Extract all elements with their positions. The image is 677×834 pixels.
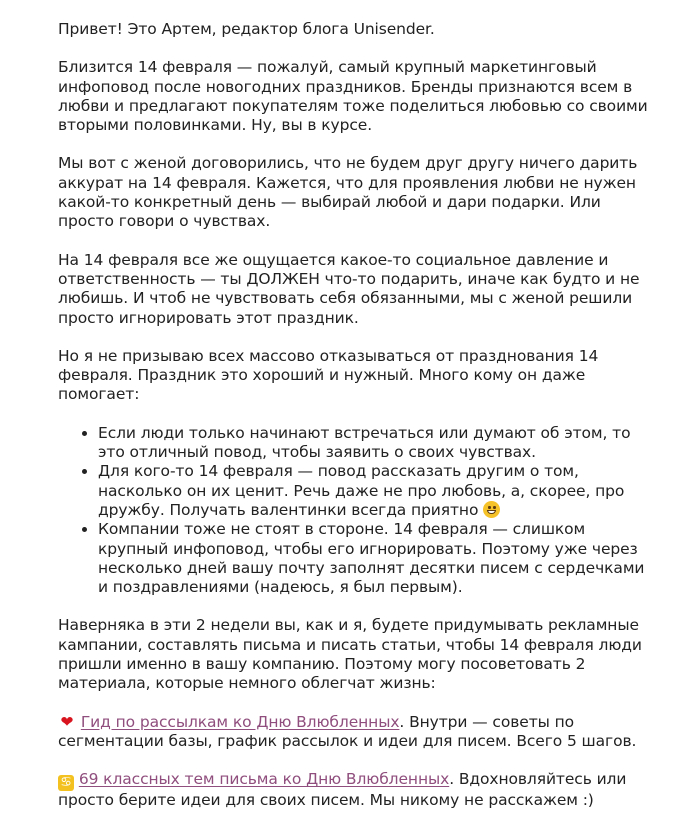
paragraph-intro: Близится 14 февраля — пожалуй, самый крупный маркетинговый инфоповод после новогодних праздников. Бренды признаются всем в любви и предлагают покупателям тоже поделиться любовью со своими вторыми половинками. Ну, вы в курсе. [58, 58, 648, 135]
material-item-guide [58, 713, 648, 752]
guide-description: . Внутри — советы по сегментации базы, график рассылок и идеи для писем. Всего 5 шагов. [58, 712, 637, 750]
list-item-text: Для кого-то 14 февраля — повод рассказать другим о том, насколько он их ценит. Речь даже не про любовь, а, скорее, про дружбу. Получать валентинки всегда приятно [98, 462, 625, 519]
list-item-text: Если люди только начинают встречаться или думают об этом, то это отличный повод, чтобы заявить о своих чувствах. [98, 423, 631, 462]
cancer-zodiac-icon: ♋ [58, 775, 74, 791]
email-body [58, 20, 648, 830]
list-item [98, 424, 648, 463]
reasons-list [58, 424, 648, 598]
paragraph-not-calling: Но я не призываю всех массово отказываться от празднования 14 февраля. Праздник это хороший и нужный. Много кому он даже помогает: [58, 346, 599, 404]
red-heart-icon: ❤ [60, 712, 74, 731]
list-item-text: Компании тоже не стоят в стороне. 14 февраля — слишком крупный инфоповод, чтобы его игнорировать. Поэтому уже через несколько дней вашу почту заполнят десятки писем с сердечками и поздравлениями (надеюсь, я был первым). [98, 520, 645, 597]
grinning-face-icon [483, 501, 500, 518]
guide-link[interactable]: Гид по рассылкам ко Дню Влюбленных [80, 712, 400, 731]
greeting-text: Привет! Это Артем, редактор блога Unisender. [58, 20, 435, 38]
list-item [98, 520, 648, 597]
topics-link[interactable]: 69 классных тем письма ко Дню Влюбленных [78, 770, 450, 789]
paragraph-agreement: Мы вот с женой договорились, что не будем друг другу ничего дарить аккурат на 14 февраля. Кажется, что для проявления любви не нужен какой-то конкретный день — выбирай любой и дари подарки. Или просто говори о чувствах. [58, 154, 638, 231]
list-item [98, 462, 648, 520]
paragraph-pressure: На 14 февраля все же ощущается какое-то социальное давление и ответственность — ты ДОЛЖЕН что-то подарить, иначе как будто и не любишь. И чтоб не чувствовать себя обязанными, мы с женой решили просто игнорировать этот праздник. [58, 250, 640, 327]
material-item-topics [58, 770, 648, 810]
topics-description: . Вдохновляйтесь или просто берите идеи для своих писем. Мы никому не расскажем :) [58, 770, 627, 810]
paragraph-closing: Наверняка в эти 2 недели вы, как и я, будете придумывать рекламные кампании, составлять письма и писать статьи, чтобы 14 февраля люди пришли именно в вашу компанию. Поэтому могу посоветовать 2 материала, которые немного облегчат жизнь: [58, 616, 642, 693]
